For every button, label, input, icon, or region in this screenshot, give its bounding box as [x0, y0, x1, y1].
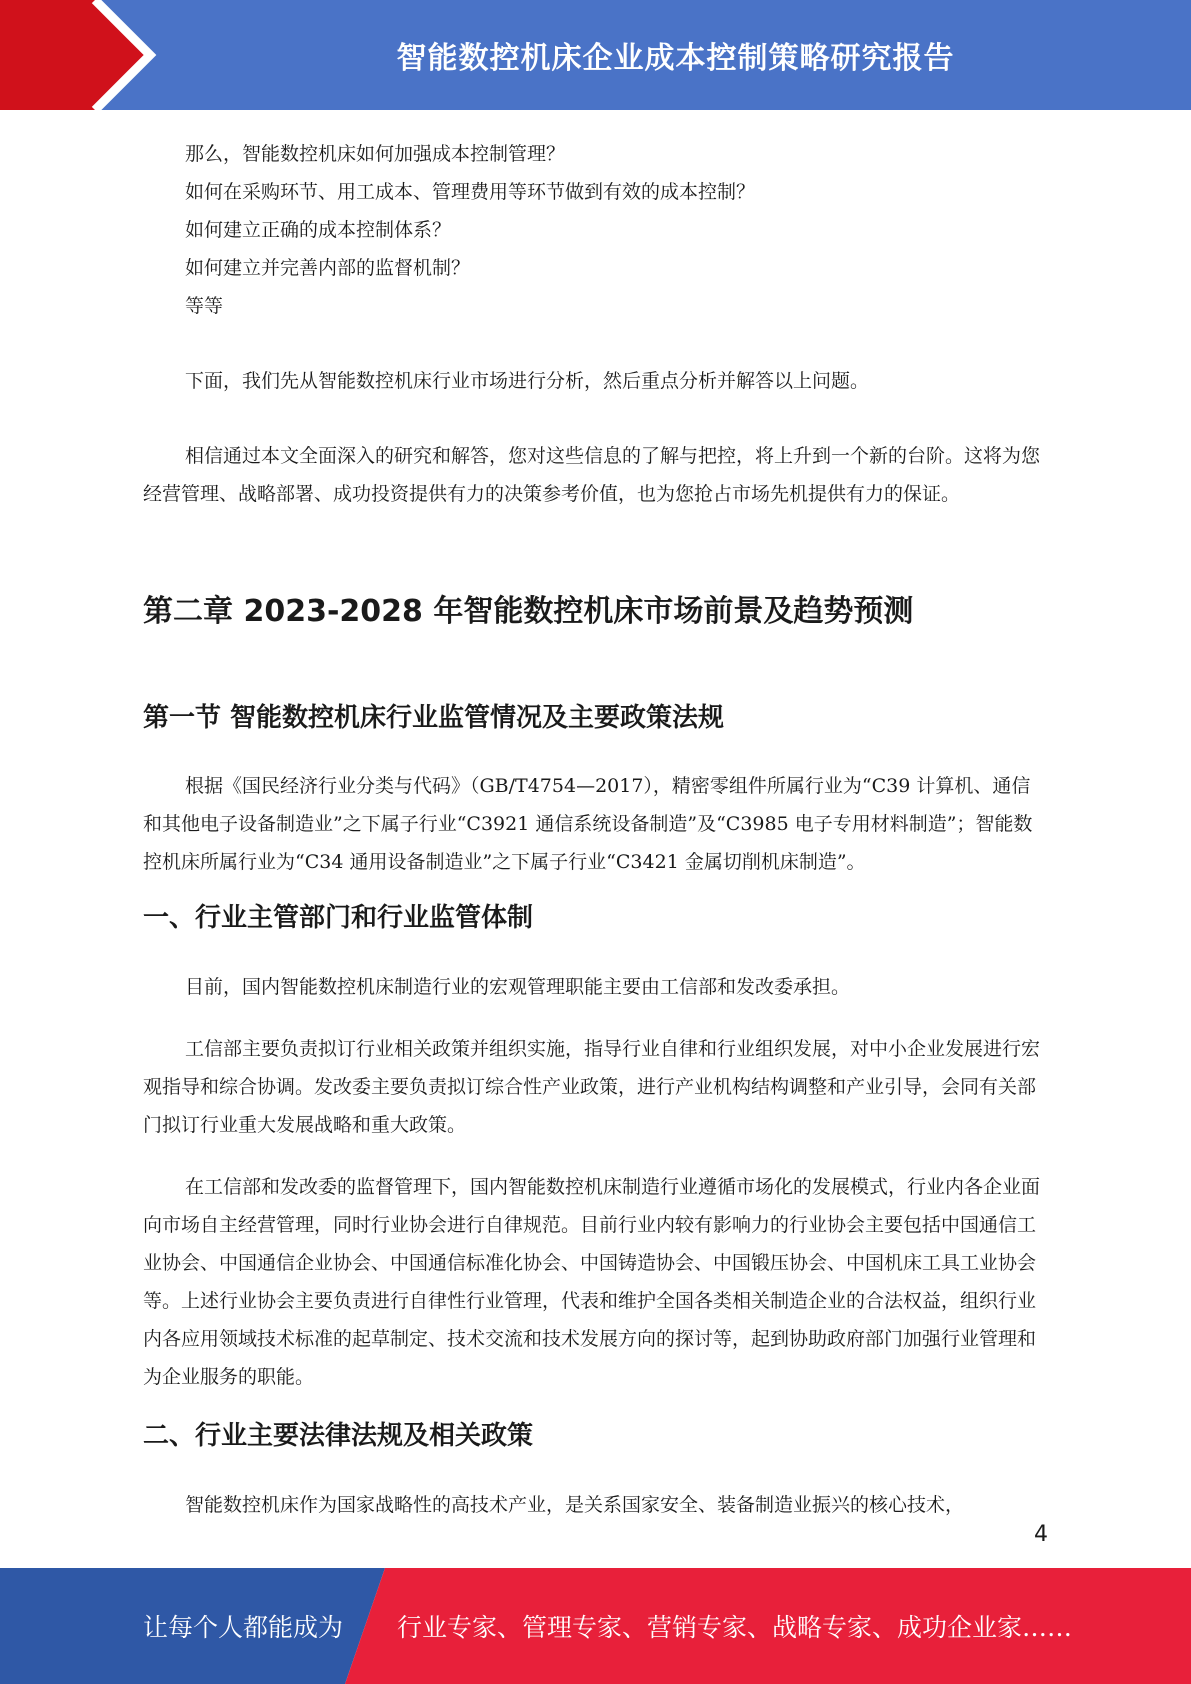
subsection2-paragraph: 智能数控机床作为国家战略性的高技术产业，是关系国家安全、装备制造业振兴的核心技术， [185, 1494, 965, 1516]
page-footer [0, 1568, 1191, 1684]
subsection-title-1: 一、行业主管部门和行业监管体制 [143, 903, 534, 933]
header-red-arrow [0, 0, 150, 110]
question-item: 如何建立并完善内部的监督机制？ [185, 257, 471, 279]
question-item: 那么，智能数控机床如何加强成本控制管理？ [185, 143, 566, 165]
question-item: 如何在采购环节、用工成本、管理费用等环节做到有效的成本控制？ [185, 181, 756, 203]
intro-paragraph-1: 下面，我们先从智能数控机床行业市场进行分析，然后重点分析并解答以上问题。 [185, 370, 870, 392]
header-title: 智能数控机床企业成本控制策略研究报告 [396, 41, 955, 76]
footer-slogan-right: 行业专家、管理专家、营销专家、战略专家、成功企业家…… [397, 1613, 1073, 1642]
question-item: 如何建立正确的成本控制体系？ [185, 219, 452, 241]
chapter-title: 第二章 2023-2028 年智能数控机床市场前景及趋势预测 [143, 594, 914, 629]
question-list [143, 135, 1045, 325]
subsection1-paragraph-1: 目前，国内智能数控机床制造行业的宏观管理职能主要由工信部和发改委承担。 [185, 976, 851, 998]
page-header [0, 0, 1191, 110]
question-item: 等等 [185, 295, 224, 317]
section-title: 第一节 智能数控机床行业监管情况及主要政策法规 [143, 703, 725, 733]
subsection1-paragraph-2: 工信部主要负责拟订行业相关政策并组织实施，指导行业自律和行业组织发展，对中小企业发展进行宏观指导和综合协调。发改委主要负责拟订综合性产业政策，进行产业机构结构调整和产业引导，会同有关部门拟订行业重大发展战略和重大政策。 [143, 1038, 1041, 1136]
subsection-title-2: 二、行业主要法律法规及相关政策 [143, 1421, 534, 1451]
page-number: 4 [1034, 1522, 1048, 1547]
intro-paragraph-2: 相信通过本文全面深入的研究和解答，您对这些信息的了解与把控，将上升到一个新的台阶。这将为您经营管理、战略部署、成功投资提供有力的决策参考价值，也为您抢占市场先机提供有力的保证。 [143, 445, 1041, 505]
subsection1-paragraph-3: 在工信部和发改委的监督管理下，国内智能数控机床制造行业遵循市场化的发展模式，行业内各企业面向市场自主经营管理，同时行业协会进行自律规范。目前行业内较有影响力的行业协会主要包括中国通信工业协会、中国通信企业协会、中国通信标准化协会、中国铸造协会、中国锻压协会、中国机床工具工业协会等。上述行业协会主要负责进行自律性行业管理，代表和维护全国各类相关制造企业的合法权益，组织行业内各应用领域技术标准的起草制定、技术交流和技术发展方向的探讨等，起到协助政府部门加强行业管理和为企业服务的职能。 [143, 1176, 1041, 1388]
footer-slogan-left: 让每个人都能成为 [143, 1613, 344, 1642]
section-intro-paragraph: 根据《国民经济行业分类与代码》（GB/T4754—2017），精密零组件所属行业为“C39 计算机、通信和其他电子设备制造业”之下属子行业“C3921 通信系统设备制造”及“C3985 电子专用材料制造”；智能数控机床所属行业为“C34 通用设备制造业”之下属子行业“C3421 金属切削机床制造”。 [143, 775, 1033, 873]
